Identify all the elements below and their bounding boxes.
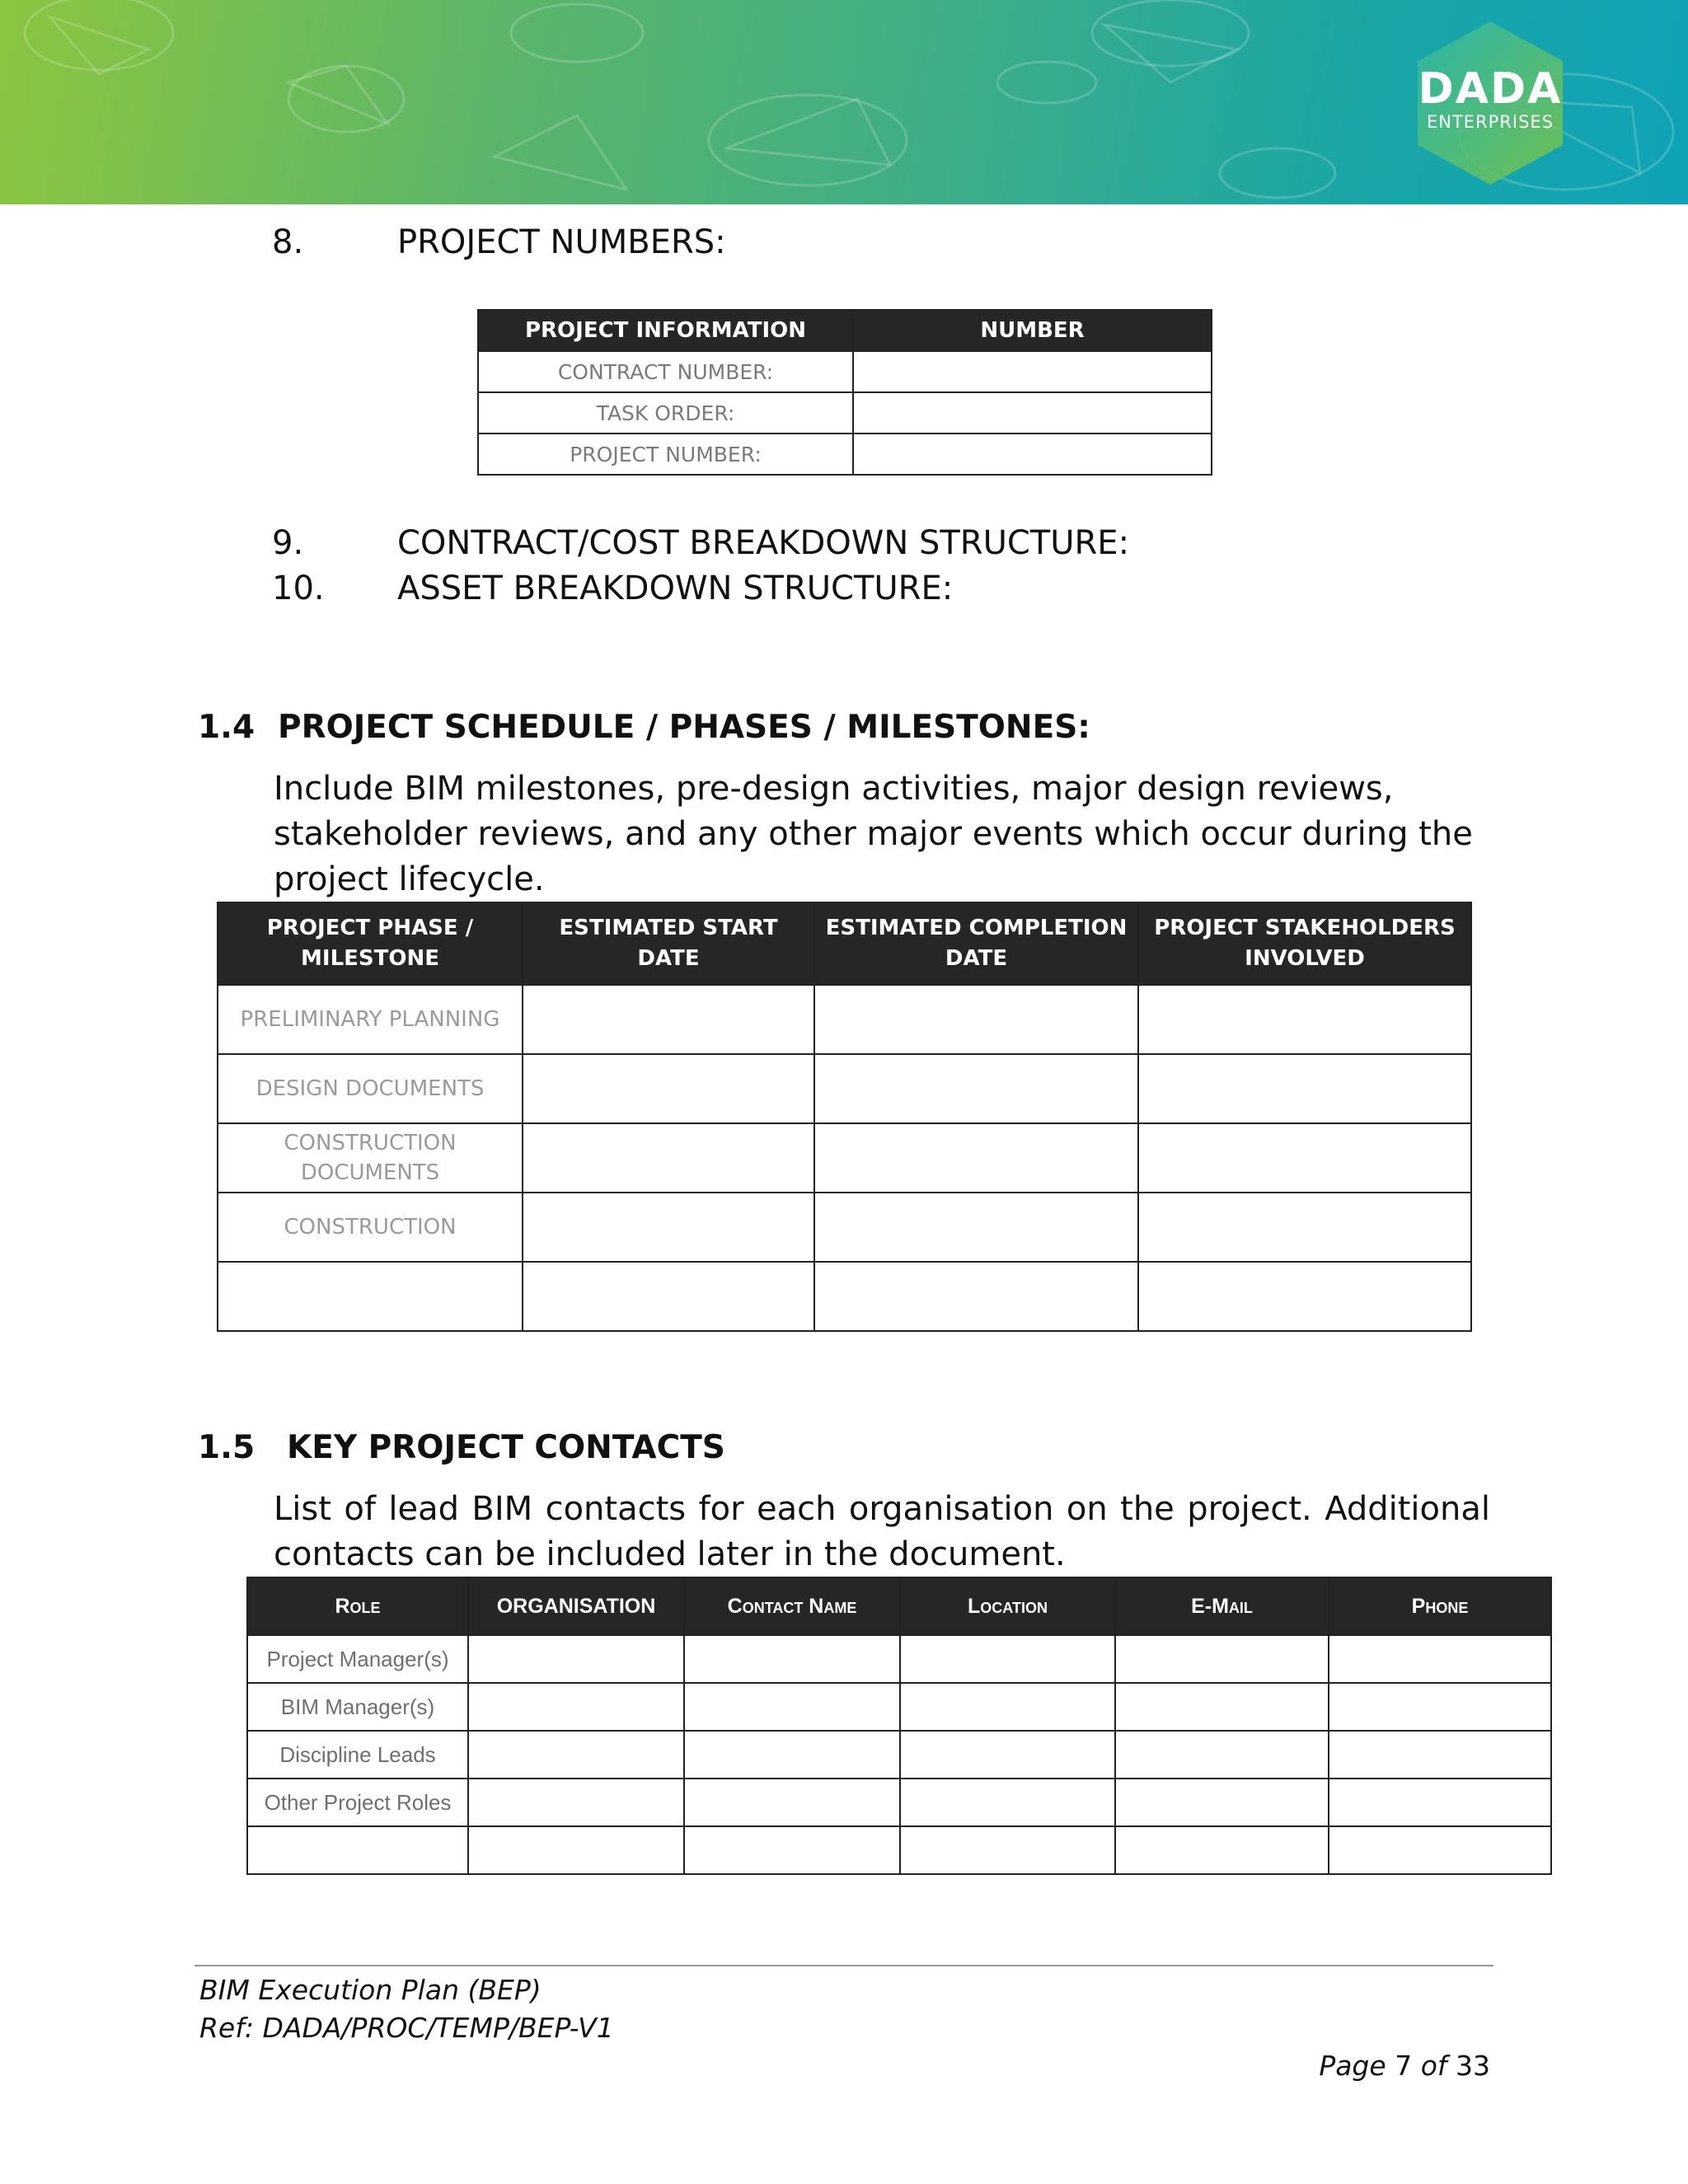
section-1-4-title: PROJECT SCHEDULE / PHASES / MILESTONES: — [278, 709, 1090, 746]
row-label-project-number: PROJECT NUMBER: — [478, 434, 853, 475]
phase-label: CONSTRUCTION — [218, 1193, 523, 1262]
section-1-4-paragraph: Include BIM milestones, pre-design activities, major design reviews, stakeholder reviews, and any other major events which occur during the project lifecycle. — [274, 770, 1473, 898]
page-current: 7 — [1395, 2050, 1413, 2082]
col-estimated-start-date: ESTIMATED START DATE — [523, 902, 814, 985]
table-row — [218, 1262, 1471, 1331]
phase-label: CONSTRUCTION DOCUMENTS — [218, 1123, 523, 1193]
contact-name-cell[interactable] — [684, 1779, 900, 1826]
contact-name-cell[interactable] — [684, 1683, 900, 1731]
start-date-cell[interactable] — [523, 985, 814, 1054]
row-label-task-order: TASK ORDER: — [478, 392, 853, 434]
start-date-cell[interactable] — [523, 1054, 814, 1123]
table-row — [478, 392, 1212, 434]
table-row — [478, 434, 1212, 475]
email-cell[interactable] — [1115, 1731, 1329, 1779]
footer-divider — [195, 1965, 1493, 1966]
project-numbers-table — [477, 309, 1212, 476]
role-label: Project Manager(s) — [247, 1635, 468, 1683]
schedule-table — [217, 902, 1472, 1332]
col-contact-name: Contact Name — [684, 1577, 900, 1635]
logo-subtitle: ENTERPRISES — [1426, 112, 1554, 132]
completion-date-cell[interactable] — [814, 1262, 1138, 1331]
item-8-number: 8. — [272, 223, 304, 261]
table-row — [218, 1054, 1471, 1123]
contact-name-cell[interactable] — [684, 1635, 900, 1683]
location-cell[interactable] — [900, 1731, 1115, 1779]
organisation-cell[interactable] — [468, 1635, 684, 1683]
role-label: Discipline Leads — [247, 1731, 468, 1779]
stakeholders-cell[interactable] — [1138, 1054, 1471, 1123]
phone-cell[interactable] — [1329, 1826, 1551, 1874]
col-phone: Phone — [1329, 1577, 1551, 1635]
organisation-cell[interactable] — [468, 1826, 684, 1874]
table-row — [478, 351, 1212, 392]
phase-label[interactable] — [218, 1262, 523, 1331]
location-cell[interactable] — [900, 1683, 1115, 1731]
col-number: NUMBER — [853, 310, 1212, 351]
table-header-row — [247, 1577, 1551, 1635]
completion-date-cell[interactable] — [814, 985, 1138, 1054]
contacts-table — [246, 1577, 1552, 1875]
section-1-4-number: 1.4 — [198, 709, 256, 746]
location-cell[interactable] — [900, 1635, 1115, 1683]
section-1-5-title: KEY PROJECT CONTACTS — [287, 1429, 725, 1466]
item-8-text: PROJECT NUMBERS: — [397, 223, 726, 261]
page-number — [1319, 2047, 1490, 2085]
organisation-cell[interactable] — [468, 1731, 684, 1779]
phase-label: PRELIMINARY PLANNING — [218, 985, 523, 1054]
table-header-row — [218, 902, 1471, 985]
logo-name: DADA — [1418, 64, 1563, 114]
completion-date-cell[interactable] — [814, 1054, 1138, 1123]
project-number-cell[interactable] — [853, 434, 1212, 475]
table-row — [247, 1683, 1551, 1731]
col-email: E-Mail — [1115, 1577, 1329, 1635]
table-row — [247, 1635, 1551, 1683]
phone-cell[interactable] — [1329, 1779, 1551, 1826]
stakeholders-cell[interactable] — [1138, 1123, 1471, 1193]
page-word: Page — [1319, 2050, 1386, 2082]
item-9-text: CONTRACT/COST BREAKDOWN STRUCTURE: — [397, 524, 1130, 562]
col-organisation: ORGANISATION — [468, 1577, 684, 1635]
contract-number-cell[interactable] — [853, 351, 1212, 392]
col-project-stakeholders: PROJECT STAKEHOLDERS INVOLVED — [1138, 902, 1471, 985]
stakeholders-cell[interactable] — [1138, 985, 1471, 1054]
footer-reference: Ref: DADA/PROC/TEMP/BEP-V1 — [199, 2012, 614, 2044]
location-cell[interactable] — [900, 1779, 1115, 1826]
organisation-cell[interactable] — [468, 1683, 684, 1731]
phone-cell[interactable] — [1329, 1683, 1551, 1731]
start-date-cell[interactable] — [523, 1123, 814, 1193]
table-row — [218, 1193, 1471, 1262]
contact-name-cell[interactable] — [684, 1826, 900, 1874]
organisation-cell[interactable] — [468, 1779, 684, 1826]
email-cell[interactable] — [1115, 1683, 1329, 1731]
section-1-5-number: 1.5 — [198, 1429, 256, 1466]
email-cell[interactable] — [1115, 1635, 1329, 1683]
item-9-number: 9. — [272, 524, 304, 562]
col-estimated-completion-date: ESTIMATED COMPLETION DATE — [814, 902, 1138, 985]
company-logo — [1408, 66, 1573, 132]
col-project-information: PROJECT INFORMATION — [478, 310, 853, 351]
table-row — [218, 1123, 1471, 1193]
start-date-cell[interactable] — [523, 1262, 814, 1331]
stakeholders-cell[interactable] — [1138, 1193, 1471, 1262]
table-row — [218, 985, 1471, 1054]
role-label: Other Project Roles — [247, 1779, 468, 1826]
item-10-number: 10. — [272, 569, 325, 607]
completion-date-cell[interactable] — [814, 1123, 1138, 1193]
stakeholders-cell[interactable] — [1138, 1262, 1471, 1331]
role-label: BIM Manager(s) — [247, 1683, 468, 1731]
col-role: Role — [247, 1577, 468, 1635]
email-cell[interactable] — [1115, 1826, 1329, 1874]
location-cell[interactable] — [900, 1826, 1115, 1874]
row-label-contract-number: CONTRACT NUMBER: — [478, 351, 853, 392]
email-cell[interactable] — [1115, 1779, 1329, 1826]
contact-name-cell[interactable] — [684, 1731, 900, 1779]
start-date-cell[interactable] — [523, 1193, 814, 1262]
table-header-row — [478, 310, 1212, 351]
col-location: Location — [900, 1577, 1115, 1635]
header-banner — [0, 0, 1688, 204]
table-row — [247, 1731, 1551, 1779]
section-1-5-paragraph: List of lead BIM contacts for each organisation on the project. Additional contacts can be included later in the document. — [274, 1490, 1490, 1573]
completion-date-cell[interactable] — [814, 1193, 1138, 1262]
phone-cell[interactable] — [1329, 1731, 1551, 1779]
role-label[interactable] — [247, 1826, 468, 1874]
page-of: of — [1420, 2050, 1447, 2082]
col-project-phase: PROJECT PHASE / MILESTONE — [218, 902, 523, 985]
footer-doc-title: BIM Execution Plan (BEP) — [199, 1974, 542, 2006]
task-order-cell[interactable] — [853, 392, 1212, 434]
phase-label: DESIGN DOCUMENTS — [218, 1054, 523, 1123]
phone-cell[interactable] — [1329, 1635, 1551, 1683]
table-row — [247, 1826, 1551, 1874]
table-row — [247, 1779, 1551, 1826]
item-10-text: ASSET BREAKDOWN STRUCTURE: — [397, 569, 954, 607]
page-total: 33 — [1456, 2050, 1490, 2082]
